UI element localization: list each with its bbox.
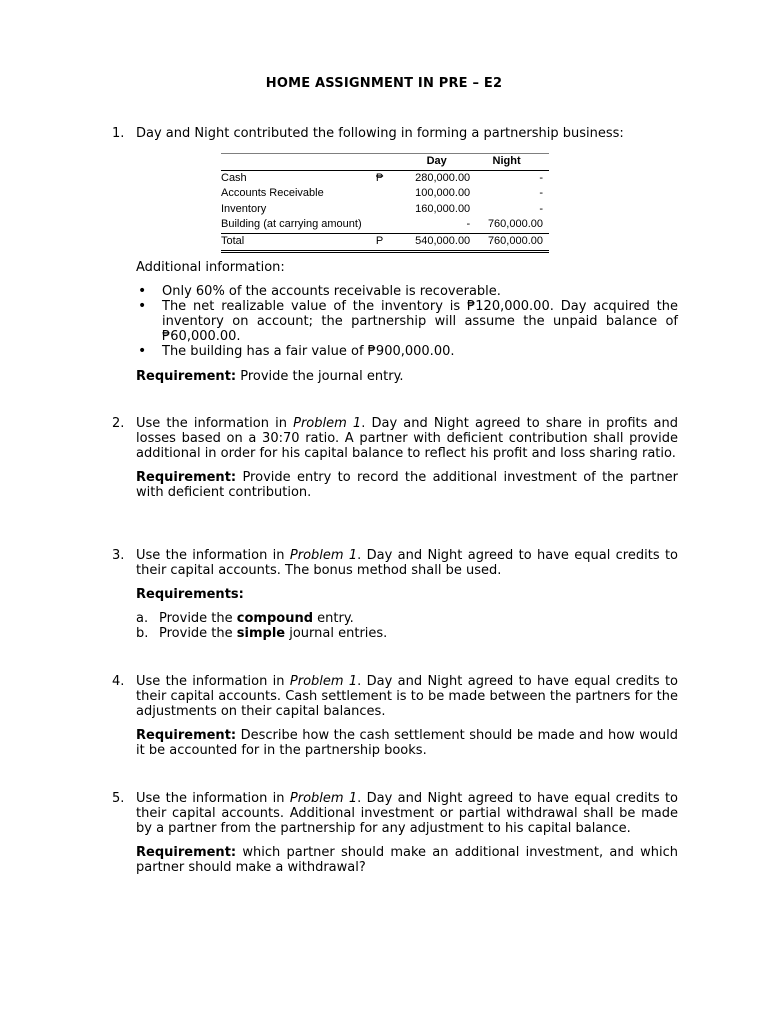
requirement-text: Provide the journal entry.: [236, 369, 404, 384]
total-currency: P: [368, 233, 383, 251]
table-header-row: [221, 154, 549, 171]
row-label: Building (at carrying amount): [221, 218, 362, 231]
problem-text: Day and Night contributed the following in forming a partnership business:: [136, 126, 624, 141]
row-day: 100,000.00: [415, 187, 471, 200]
problem-number: 1.: [112, 126, 125, 141]
emphasis: simple: [236, 626, 286, 641]
table-row: [221, 186, 549, 202]
text-segment: Use the information in: [136, 674, 290, 689]
requirement-label: Requirement:: [136, 728, 237, 743]
item-letter: b.: [136, 626, 149, 641]
row-label: Accounts Receivable: [221, 187, 324, 200]
item-letter: a.: [136, 611, 149, 626]
table-row: [221, 202, 549, 218]
table-header-cell: [221, 154, 368, 171]
problem-text: [136, 791, 678, 836]
total-label: Total: [221, 233, 368, 251]
bullet-icon: •: [138, 298, 147, 314]
list-item: [136, 344, 678, 359]
row-currency: [368, 202, 383, 218]
text-segment: . Day and Night agreed to have equal credits to their capital accounts. Additional investment or partial withdrawal shall be made by a partner from the partnership for any adjustment to his capital balance.: [136, 791, 678, 836]
problem-text: [136, 416, 678, 461]
table-header-night: Night: [470, 154, 549, 171]
emphasis: compound: [236, 611, 314, 626]
problem-requirement: [136, 845, 678, 875]
text-segment: . Day and Night agreed to have equal credits to their capital accounts. Cash settlement is to be made between the partners for the adjustments on their capital balances.: [136, 674, 678, 719]
bullet-text: The net realizable value of the inventory is ₱120,000.00. Day acquired the inventory on account; the partnership will assume the unpaid balance of ₱60,000.00.: [162, 299, 678, 344]
requirement-item: [136, 626, 678, 641]
text-segment: . Day and Night agreed to have equal credits to their capital accounts. The bonus method shall be used.: [136, 548, 678, 578]
row-currency: ₱: [375, 171, 384, 184]
row-day: 160,000.00: [415, 202, 471, 215]
text-segment: entry.: [313, 611, 354, 626]
requirement-label: Requirement:: [136, 470, 237, 485]
table-row: [221, 217, 549, 233]
page-title: HOME ASSIGNMENT IN PRE – E2: [265, 76, 503, 91]
problem-3: [112, 548, 678, 641]
text-segment: Provide the: [159, 626, 237, 641]
bullet-icon: •: [138, 343, 147, 359]
problem-reference: Problem 1: [289, 674, 358, 689]
problem-reference: Problem 1: [289, 791, 358, 806]
text-segment: Provide the: [159, 611, 237, 626]
table-total-row: [221, 233, 549, 251]
requirement-text: which partner should make an additional investment, and which partner should make a withdrawal?: [136, 845, 678, 875]
total-day: 540,000.00: [383, 233, 470, 251]
text-segment: . Day and Night agreed to share in profits and losses based on a 30:70 ratio. A partner with deficient contribution shall provide additional in order for his capital balance to reflect his profit and loss sharing ratio.: [136, 416, 678, 461]
problem-4: [112, 674, 678, 758]
row-label: Inventory: [221, 202, 267, 215]
row-night: -: [539, 171, 543, 184]
text-segment: Use the information in: [136, 548, 290, 563]
problem-text: [136, 548, 678, 578]
row-night: -: [539, 202, 543, 215]
problem-number: 2.: [112, 416, 125, 431]
problem-number: 4.: [112, 674, 125, 689]
problem-reference: Problem 1: [289, 548, 358, 563]
row-day: -: [466, 218, 471, 231]
problem-text: [136, 674, 678, 719]
bullet-text: Only 60% of the accounts receivable is recoverable.: [162, 284, 501, 299]
table-header-day: Day: [383, 154, 470, 171]
total-night: 760,000.00: [470, 233, 549, 251]
problem-5: [112, 791, 678, 875]
requirement-label: Requirement:: [136, 845, 237, 860]
problem-requirement: [136, 470, 678, 500]
requirement-text: Describe how the cash settlement should be made and how would it be accounted for in the partnership books.: [136, 728, 678, 758]
requirements-heading: [136, 587, 678, 602]
problem-number: 5.: [112, 791, 125, 806]
problem-2: [112, 416, 678, 500]
requirement-label: Requirement:: [136, 369, 237, 384]
problem-number: 3.: [112, 548, 125, 563]
text-segment: Use the information in: [136, 416, 294, 431]
additional-info-label: Additional information:: [136, 260, 285, 275]
row-currency: [368, 186, 383, 202]
bullet-text: The building has a fair value of ₱900,000.00.: [162, 344, 455, 359]
additional-info-list: [136, 284, 678, 359]
problem-reference: Problem 1: [293, 416, 362, 431]
problem-1-requirement: [136, 369, 404, 384]
row-currency: [368, 217, 383, 233]
list-item: [136, 284, 678, 299]
row-night: 760,000.00: [487, 218, 543, 231]
row-day: 280,000.00: [415, 171, 471, 184]
text-segment: Use the information in: [136, 791, 290, 806]
list-item: [136, 299, 678, 344]
text-segment: journal entries.: [285, 626, 388, 641]
table-header-cell: [368, 154, 383, 171]
problem-1: [112, 126, 678, 141]
requirement-item: [136, 611, 678, 626]
table-row: [221, 170, 549, 186]
bullet-icon: •: [138, 283, 147, 299]
problem-requirement: [136, 728, 678, 758]
row-label: Cash: [221, 171, 247, 184]
requirement-label: Requirements:: [136, 587, 244, 602]
row-night: -: [539, 187, 543, 200]
contribution-table: [221, 153, 549, 253]
requirement-text: Provide entry to record the additional investment of the partner with deficient contribution.: [136, 470, 678, 500]
